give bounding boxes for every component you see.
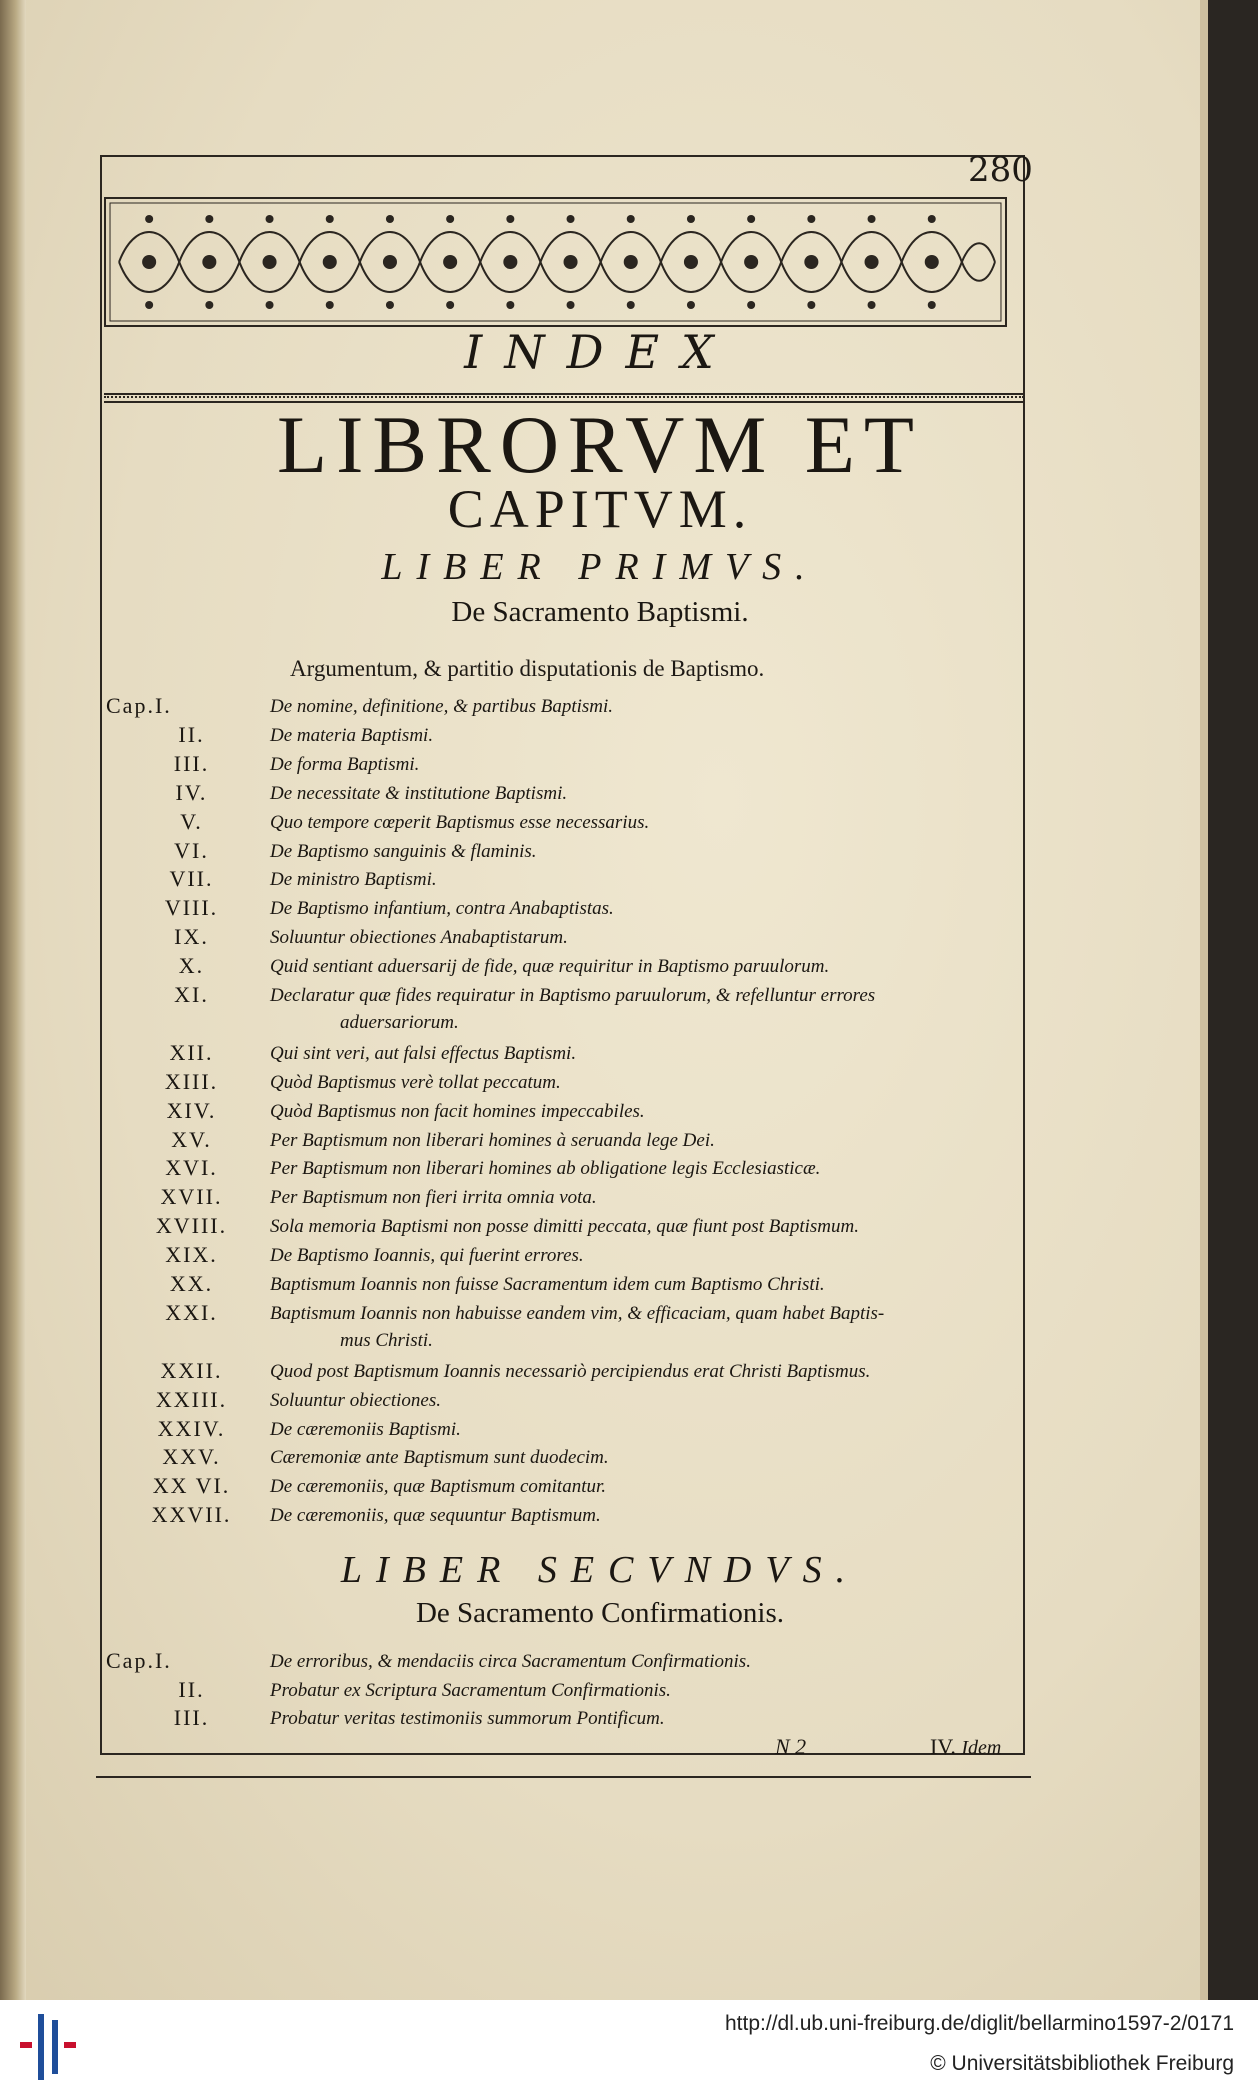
chapter-title — [270, 895, 1025, 922]
footer-rule — [96, 1776, 1031, 1778]
chapter-title — [270, 982, 1025, 1036]
chapter-entry — [0, 751, 1200, 781]
chapter-entry — [0, 722, 1200, 752]
chapter-title — [270, 780, 1025, 807]
chapter-number: Cap.I. — [106, 1648, 172, 1673]
chapter-number: VII. — [169, 866, 214, 892]
index-heading: INDEX — [464, 325, 736, 379]
chapter-number: XXI. — [165, 1299, 218, 1325]
chapter-title — [270, 1473, 1025, 1500]
chapter-entry — [0, 809, 1200, 839]
chapter-number: XV. — [171, 1126, 212, 1152]
chapter-title — [270, 1098, 1025, 1125]
chapter-title-text: De ministro Baptismi. — [270, 869, 437, 891]
chapter-title-text: De necessitate & institutione Baptismi. — [270, 782, 568, 804]
chapter-title-text: Per Baptismum non liberari homines à seruanda lege Dei. — [270, 1129, 715, 1151]
chapter-title-text: De Baptismo sanguinis & flaminis. — [270, 840, 537, 862]
book-2-heading: LIBER SECVNDVS. — [340, 1549, 860, 1591]
chapter-number: XIX. — [165, 1242, 218, 1268]
chapter-number: XIV. — [166, 1097, 217, 1123]
chapter-title — [270, 1040, 1025, 1067]
chapter-title-text: Baptismum Ioannis non fuisse Sacramentum idem cum Baptismo Christi. — [270, 1274, 825, 1295]
chapter-entry — [0, 1069, 1200, 1099]
chapter-title-text: De Baptismo Ioannis, qui fuerint errores. — [270, 1245, 584, 1267]
chapter-entry — [0, 924, 1200, 954]
chapter-entry — [0, 866, 1200, 896]
chapter-title — [270, 1444, 1025, 1471]
chapter-title-text: Quòd Baptismus non facit homines impeccabiles. — [270, 1100, 645, 1122]
chapter-number: XIII. — [164, 1068, 219, 1094]
chapter-number: XX. — [169, 1271, 214, 1296]
chapter-title-text: Probatur ex Scriptura Sacramentum Confirmationis. — [270, 1679, 671, 1701]
chapter-title-text: Quo tempore cœperit Baptismus esse necessarius. — [270, 811, 650, 833]
chapter-title-continuation: mus Christi. — [340, 1329, 433, 1351]
chapter-title-text: Cæremoniæ ante Baptismum sunt duodecim. — [270, 1447, 609, 1469]
chapter-entry — [0, 1705, 1200, 1735]
chapter-title — [270, 1387, 1025, 1414]
chapter-number: Cap.I. — [106, 693, 172, 718]
catchword-word: Idem — [961, 1737, 1002, 1759]
chapter-number: XXIV. — [157, 1415, 226, 1441]
chapter-title-text: De erroribus, & mendaciis circa Sacramentum Confirmationis. — [270, 1651, 751, 1672]
chapter-title-text: De Baptismo infantium, contra Anabaptistas. — [270, 898, 614, 920]
chapter-entry — [0, 1242, 1200, 1272]
chapter-title — [270, 866, 1025, 893]
chapter-entry — [0, 1127, 1200, 1157]
chapter-title — [270, 1213, 1025, 1240]
chapter-title — [270, 1069, 1025, 1096]
chapter-title-text: Per Baptismum non liberari homines ab obligatione legis Ecclesiasticæ. — [270, 1158, 821, 1180]
chapter-entry — [0, 780, 1200, 810]
chapter-title — [270, 1155, 1025, 1182]
book-2-subheading: De Sacramento Confirmationis. — [415, 1597, 785, 1629]
chapter-entry — [0, 1648, 1200, 1678]
chapter-number: XXV. — [162, 1444, 221, 1470]
page-number: 280 — [968, 150, 1033, 190]
book-1-subheading: De Sacramento Baptismi. — [451, 596, 749, 628]
chapter-title-text: De nomine, definitione, & partibus Baptismi. — [270, 696, 614, 717]
permalink-url[interactable]: http://dl.ub.uni-freiburg.de/diglit/bellarmino1597-2/0171 — [725, 2012, 1234, 2035]
chapter-number: XII. — [169, 1039, 214, 1065]
chapter-entry — [0, 895, 1200, 925]
chapter-number: XVIII. — [155, 1213, 228, 1239]
chapter-title — [270, 1184, 1025, 1211]
chapter-title — [270, 1300, 1025, 1354]
chapter-number: X. — [178, 953, 205, 979]
chapter-title-text: Declaratur quæ fides requiratur in Baptismo paruulorum, & refelluntur errores — [270, 985, 876, 1006]
chapter-title-text: Baptismum Ioannis non habuisse eandem vim, & efficaciam, quam habet Baptis- — [270, 1302, 885, 1324]
chapter-entry — [0, 1444, 1200, 1474]
chapter-title — [270, 924, 1025, 951]
book-1-heading: LIBER PRIMVS. — [381, 546, 819, 588]
chapter-title-text: Qui sint veri, aut falsi effectus Baptismi. — [270, 1042, 577, 1064]
chapter-title-text: Quòd Baptismus verè tollat peccatum. — [270, 1071, 561, 1093]
chapter-title-text: Sola memoria Baptismi non posse dimitti peccata, quæ fiunt post Baptismum. — [270, 1216, 859, 1238]
chapter-entry — [0, 1677, 1200, 1707]
chapter-title — [270, 953, 1025, 980]
chapter-title — [270, 838, 1025, 865]
chapter-entry — [0, 1299, 1200, 1351]
chapter-title — [270, 722, 1025, 749]
chapter-number: XVI. — [165, 1155, 218, 1181]
chapter-title — [270, 1127, 1025, 1154]
chapter-entry — [0, 1502, 1200, 1532]
chapter-title — [270, 751, 1025, 778]
chapter-entry — [0, 838, 1200, 868]
chapter-entry — [0, 1358, 1200, 1388]
chapter-number: XX VI. — [152, 1473, 231, 1499]
chapter-entry — [0, 1098, 1200, 1128]
chapter-title — [270, 1416, 1025, 1443]
chapter-title-text: Soluuntur obiectiones Anabaptistarum. — [270, 927, 568, 949]
chapter-number: IX. — [174, 924, 209, 950]
chapter-entry — [0, 982, 1200, 1033]
viewer-footer-bar — [0, 2000, 1258, 2092]
chapter-title-continuation: aduersariorum. — [340, 1012, 459, 1033]
chapter-entry — [0, 1473, 1200, 1503]
chapter-title-text: Quod post Baptismum Ioannis necessariò percipiendus erat Christi Baptismus. — [270, 1360, 871, 1382]
chapter-entry — [0, 1416, 1200, 1446]
chapter-number: XXIII. — [155, 1386, 228, 1412]
book-1-argument: Argumentum, & partitio disputationis de Baptismo. — [290, 656, 765, 681]
chapter-title — [270, 1358, 1025, 1385]
chapter-title — [270, 1677, 1025, 1704]
chapter-number: VI. — [174, 837, 209, 863]
chapter-number: XXVII. — [151, 1502, 232, 1528]
chapter-title-text: Quid sentiant aduersarij de fide, quæ requiritur in Baptismo paruulorum. — [270, 956, 830, 978]
chapter-title-text: De forma Baptismi. — [270, 753, 420, 775]
catchword-number: IV. — [930, 1734, 956, 1759]
chapter-number: III. — [173, 750, 210, 776]
title-line-1: LIBRORVM ET — [277, 399, 923, 490]
chapter-title — [270, 1648, 1025, 1675]
chapter-number: III. — [173, 1705, 210, 1730]
chapter-number: XI. — [174, 982, 209, 1007]
chapter-title — [270, 693, 1025, 720]
chapter-entry — [0, 953, 1200, 983]
chapter-number: II. — [178, 1676, 205, 1702]
title-line-2: CAPITVM. — [447, 479, 753, 539]
chapter-number: XVII. — [160, 1184, 223, 1210]
chapter-title-text: De cæremoniis, quæ sequuntur Baptismum. — [270, 1505, 601, 1527]
chapter-title — [270, 1502, 1025, 1529]
decorative-border-ornament — [104, 197, 1007, 327]
chapter-entry — [0, 693, 1200, 723]
chapter-entry — [0, 1184, 1200, 1214]
chapter-title-text: De cæremoniis, quæ Baptismum comitantur. — [270, 1476, 607, 1498]
chapter-title-text: De materia Baptismi. — [270, 724, 434, 746]
university-library-logo-icon[interactable] — [14, 2010, 84, 2084]
chapter-title-text: Per Baptismum non fieri irrita omnia vota. — [270, 1187, 597, 1209]
chapter-title — [270, 1271, 1025, 1298]
chapter-title — [270, 1242, 1025, 1269]
chapter-number: IV. — [175, 779, 208, 805]
chapter-title — [270, 809, 1025, 836]
chapter-entry — [0, 1271, 1200, 1301]
signature-mark: N 2 — [775, 1734, 807, 1759]
chapter-entry — [0, 1155, 1200, 1185]
copyright-notice: © Universitätsbibliothek Freiburg — [930, 2052, 1234, 2075]
chapter-title-text: De cæremoniis Baptismi. — [270, 1418, 461, 1440]
catchword — [930, 1734, 1001, 1760]
chapter-number: V. — [180, 808, 203, 834]
chapter-entry — [0, 1387, 1200, 1417]
chapter-title-text: Probatur veritas testimoniis summorum Pontificum. — [270, 1708, 665, 1729]
chapter-number: II. — [178, 721, 205, 747]
chapter-title — [270, 1705, 1025, 1732]
chapter-number: VIII. — [164, 895, 219, 921]
chapter-title-text: Soluuntur obiectiones. — [270, 1389, 441, 1411]
chapter-entry — [0, 1040, 1200, 1070]
chapter-entry — [0, 1213, 1200, 1243]
chapter-number: XXII. — [160, 1357, 223, 1383]
